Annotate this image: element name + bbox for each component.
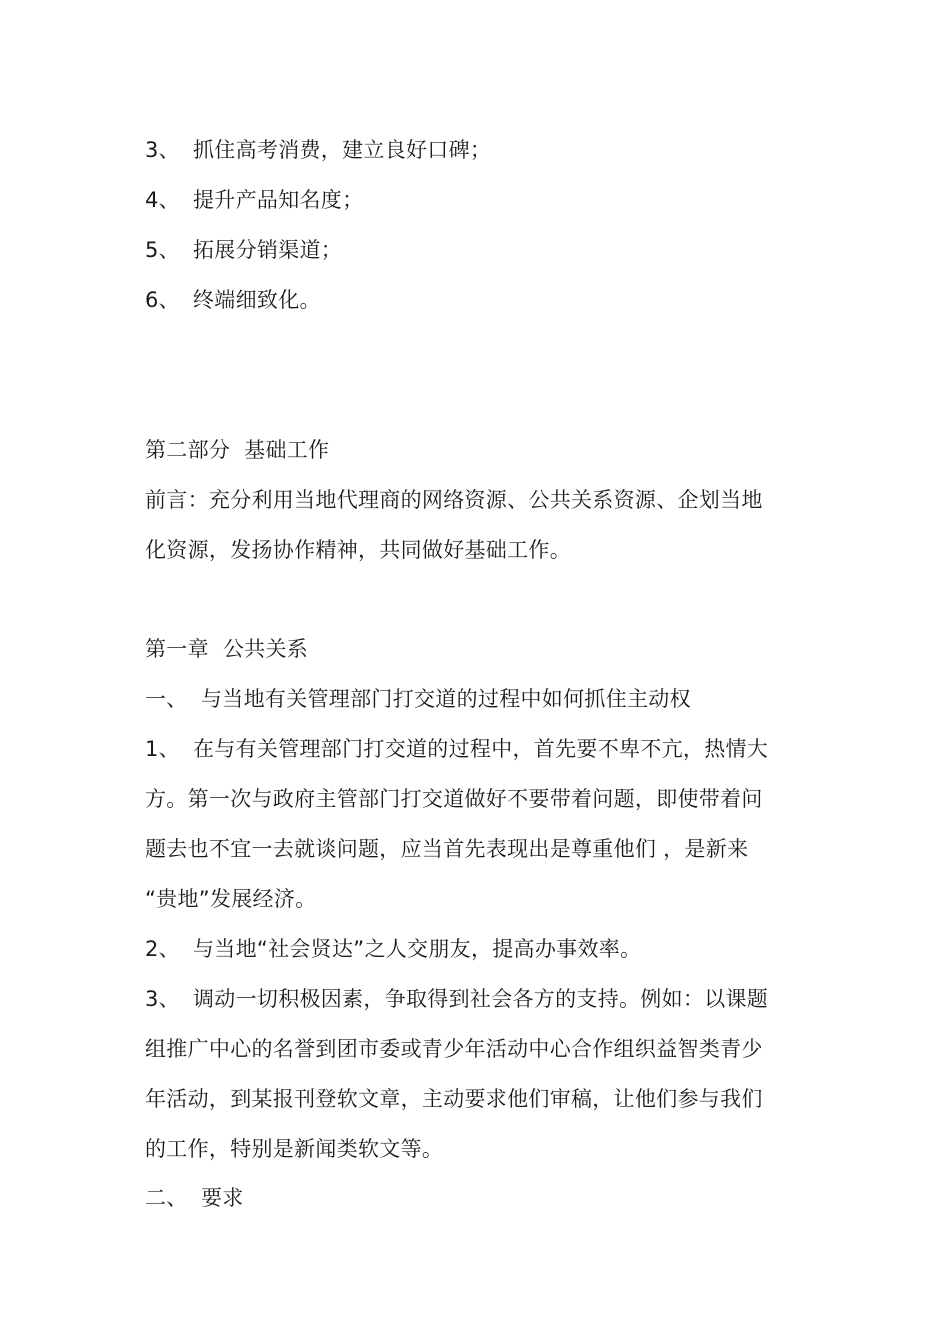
section-heading: 一、 与当地有关管理部门打交道的过程中如何抓住主动权 (145, 687, 691, 711)
preface-line: 化资源，发扬协作精神，共同做好基础工作。 (145, 538, 571, 562)
preface-line: 前言：充分利用当地代理商的网络资源、公共关系资源、企划当地 (145, 488, 763, 512)
paragraph-line: 组推广中心的名誉到团市委或青少年活动中心合作组织益智类青少 (145, 1037, 763, 1061)
list-item: 4、 提升产品知名度； (145, 188, 364, 212)
list-item: 6、 终端细致化。 (145, 288, 321, 312)
paragraph-line: 题去也不宜一去就谈问题，应当首先表现出是尊重他们 ，是新来 (145, 837, 749, 861)
paragraph-line: 1、 在与有关管理部门打交道的过程中，首先要不卑不亢，热情大 (145, 737, 769, 761)
paragraph-line: 的工作，特别是新闻类软文等。 (145, 1137, 444, 1161)
list-item: 5、 拓展分销渠道； (145, 238, 343, 262)
paragraph-line: “贵地”发展经济。 (145, 887, 317, 911)
chapter-title: 第一章 公共关系 (145, 637, 309, 661)
part-title: 第二部分 基础工作 (145, 438, 330, 462)
paragraph-line: 3、 调动一切积极因素，争取得到社会各方的支持。例如：以课题 (145, 987, 769, 1011)
paragraph-line: 方。第一次与政府主管部门打交道做好不要带着问题，即使带着问 (145, 787, 763, 811)
list-item: 3、 抓住高考消费，建立良好口碑； (145, 138, 492, 162)
section-heading: 二、 要求 (145, 1186, 244, 1210)
paragraph-line: 2、 与当地“社会贤达”之人交朋友，提高办事效率。 (145, 937, 642, 961)
paragraph-line: 年活动，到某报刊登软文章，主动要求他们审稿，让他们参与我们 (145, 1087, 763, 1111)
